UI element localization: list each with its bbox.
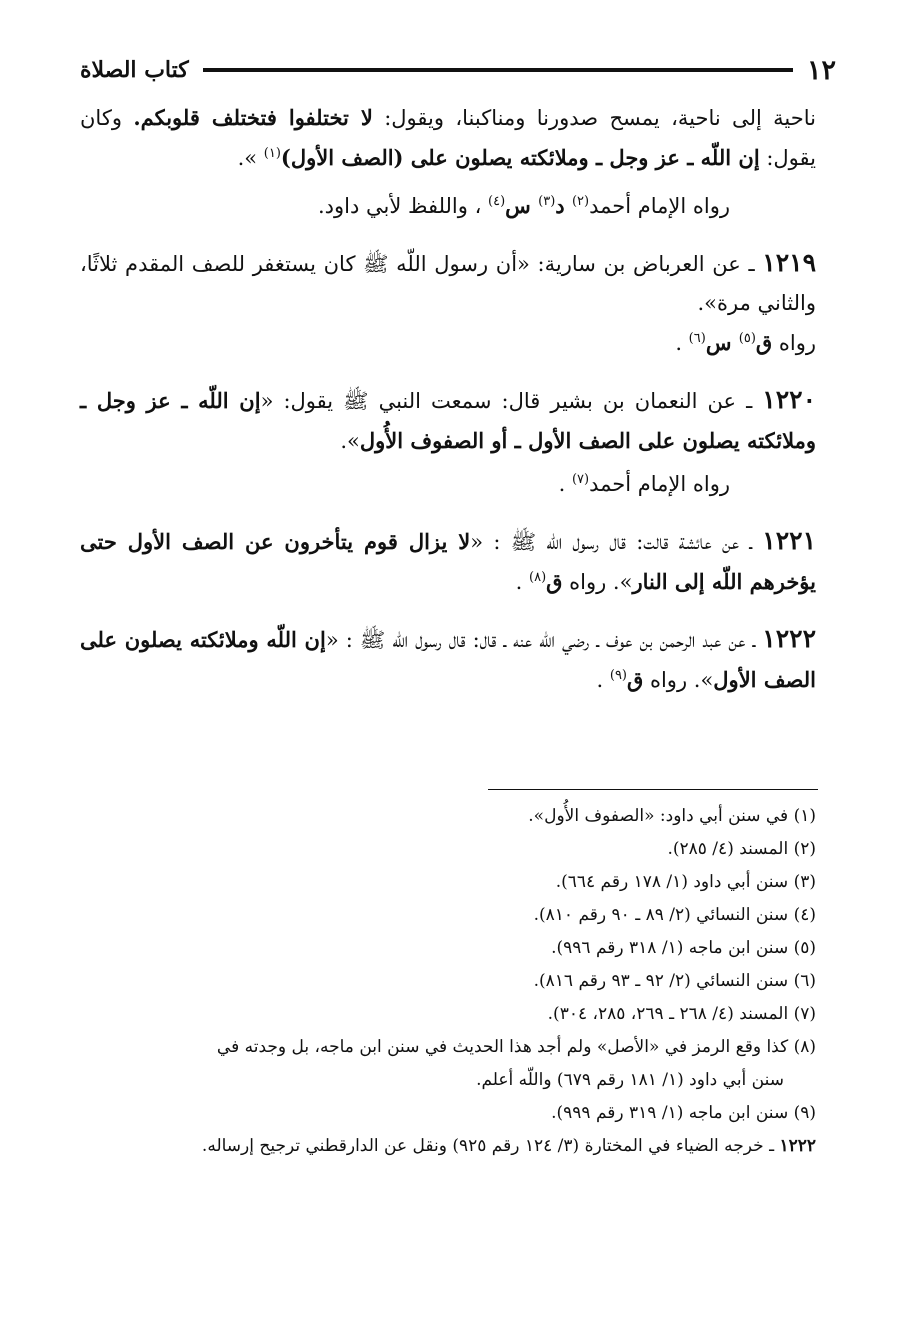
footnote-5: (٥) سنن ابن ماجه (١/ ٣١٨ رقم ٩٩٦). xyxy=(551,938,816,958)
hadith-1219: ١٢١٩ ـ عن العرباض بن سارية: «أن رسول اللّه ﷺ كان يستغفر للصف المقدم ثلاثًا، والثاني مرة». xyxy=(80,248,816,315)
hadith-1222: ١٢٢٢ ـ عن عبد الرحمن بن عوف ـ رضي اللّه عنه ـ قال: قال رسول اللّه ﷺ : «إن اللّه وملائكته يصلون على الصف الأول». رواه ق$^{(٩)}$ . xyxy=(80,624,817,692)
footnote-8-continuation: سنن أبي داود (١/ ١٨١ رقم ٦٧٩) واللّه أعلم. xyxy=(476,1070,784,1090)
footnote-3: (٣) سنن أبي داود (١/ ١٧٨ رقم ٦٦٤). xyxy=(555,872,816,892)
narration-line: رواه الإمام أحمد$^{(٢)}$ د$^{(٣)}$ س$^{(٤)}$ ، واللفظ لأبي داود. xyxy=(317,193,730,218)
footnote-ref: (٣) xyxy=(538,194,556,209)
hadith-number: ١٢٢٠ xyxy=(762,385,816,414)
paragraph-continuation: ناحية إلى ناحية، يمسح صدورنا ومناكبنا، ويقول: لا تختلفوا فتختلف قلوبكم. وكان يقول: إن اللّه ـ عز وجل ـ وملائكته يصلون على (الصف الأول)$^{(١)}$ ». xyxy=(80,105,816,170)
footnote-6: (٦) سنن النسائي (٢/ ٩٢ ـ ٩٣ رقم ٨١٦). xyxy=(533,971,816,991)
footnote-ref: (٥) xyxy=(738,331,756,346)
footnote-7: (٧) المسند (٤/ ٢٦٨ ـ ٢٦٩، ٢٨٥، ٣٠٤). xyxy=(547,1004,816,1024)
footnotes xyxy=(90,800,816,1163)
hadith-1220: ١٢٢٠ ـ عن النعمان بن بشير قال: سمعت النبي ﷺ يقول: «إن اللّه ـ عز وجل ـ وملائكته يصلون على الصف الأول ـ أو الصفوف الأُول». xyxy=(80,385,816,453)
hadith-number: ١٢١٩ xyxy=(762,248,816,277)
hadith-number: ١٢٢١ xyxy=(762,526,816,555)
footnote-ref: (٢) xyxy=(571,194,590,209)
hadith-1221: ١٢٢١ ـ عن عائشة قالت: قال رسول اللّه ﷺ : «لا يزال قوم يتأخرون عن الصف الأول حتى يؤخرهم اللّه إلى النار». رواه ق$^{(٨)}$ . xyxy=(80,526,816,594)
footnote-8: (٨) كذا وقع الرمز في «الأصل» ولم أجد هذا الحديث في سنن ابن ماجه، بل وجدته في xyxy=(216,1037,816,1057)
book-title: كتاب الصلاة xyxy=(80,57,189,83)
footnote-ref: (٨) xyxy=(529,570,547,585)
footnote-ref: (٦) xyxy=(688,331,706,346)
footnote-9: (٩) سنن ابن ماجه (١/ ٣١٩ رقم ٩٩٩). xyxy=(551,1103,816,1123)
hadith-number: ١٢٢٢ xyxy=(762,624,817,653)
footnote-ref: (٧) xyxy=(571,472,590,487)
narration-line: رواه الإمام أحمد$^{(٧)}$ . xyxy=(558,472,730,496)
narration-line: رواه ق$^{(٥)}$ س$^{(٦)}$ . xyxy=(675,330,816,355)
running-header xyxy=(80,52,836,88)
note-number: ١٢٢٢ xyxy=(779,1136,816,1156)
header-rule xyxy=(203,68,793,72)
editor-note-1222: ١٢٢٢ ـ خرجه الضياء في المختارة (٣/ ١٢٤ رقم ٩٢٥) ونقل عن الدارقطني ترجيح إرساله. xyxy=(201,1136,816,1156)
footnote-separator xyxy=(488,789,818,790)
footnote-1: (١) في سنن أبي داود: «الصفوف الأُول». xyxy=(528,806,816,826)
footnote-ref: (٩) xyxy=(609,668,627,683)
page-number: ١٢ xyxy=(806,54,836,86)
main-text xyxy=(80,98,816,700)
footnote-2: (٢) المسند (٤/ ٢٨٥). xyxy=(667,839,816,859)
footnote-4: (٤) سنن النسائي (٢/ ٨٩ ـ ٩٠ رقم ٨١٠). xyxy=(533,905,816,925)
footnote-ref: (١) xyxy=(263,146,281,161)
footnote-ref: (٤) xyxy=(488,194,506,209)
